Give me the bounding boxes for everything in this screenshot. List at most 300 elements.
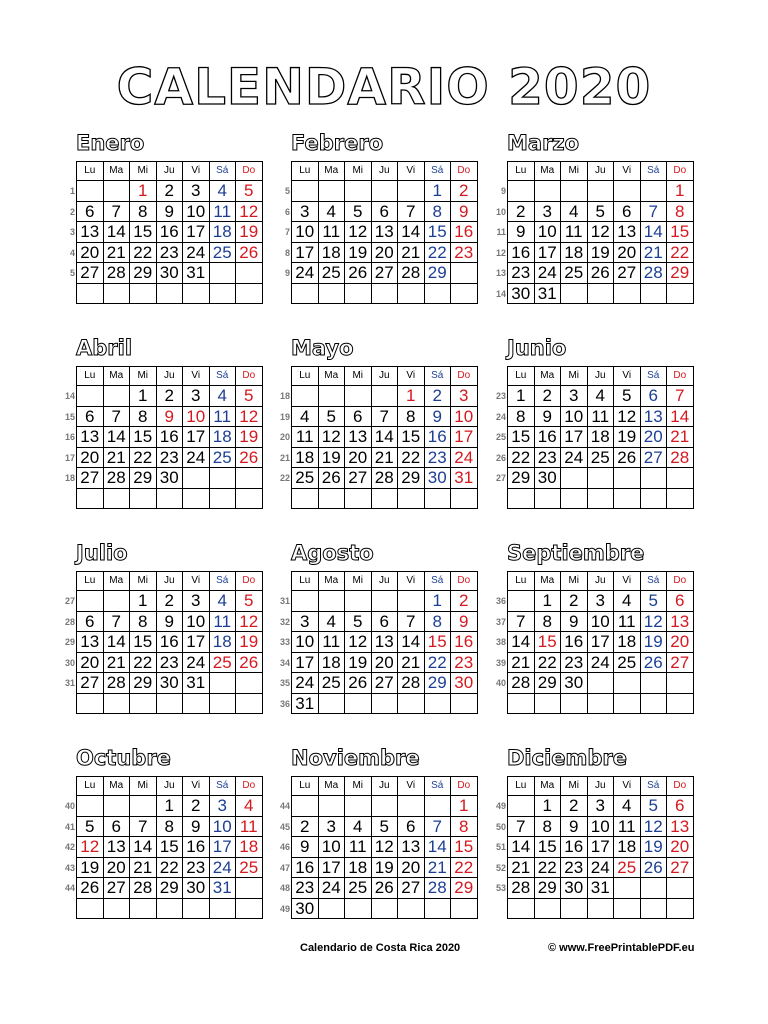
day-header: Ju xyxy=(587,367,614,386)
day-cell: 2 xyxy=(534,386,561,407)
day-cell: 19 xyxy=(371,857,398,878)
day-cell: 30 xyxy=(156,673,183,694)
week-row xyxy=(77,673,263,694)
day-header: Ju xyxy=(371,777,398,796)
day-cell: 15 xyxy=(424,632,451,653)
day-cell xyxy=(640,673,667,694)
month-grid xyxy=(291,366,478,509)
day-cell: 13 xyxy=(667,816,694,837)
day-cell xyxy=(614,283,641,304)
day-header: Lu xyxy=(77,367,104,386)
day-cell xyxy=(508,488,535,509)
day-cell: 6 xyxy=(667,796,694,817)
day-cell: 26 xyxy=(236,652,263,673)
day-cell: 17 xyxy=(183,222,210,243)
day-cell xyxy=(236,673,263,694)
day-cell: 15 xyxy=(451,837,478,858)
day-cell: 13 xyxy=(614,222,641,243)
day-cell: 10 xyxy=(534,222,561,243)
day-cell: 26 xyxy=(236,242,263,263)
day-cell: 14 xyxy=(424,837,451,858)
day-header: Do xyxy=(236,162,263,181)
week-number: 41 xyxy=(64,821,75,832)
day-cell: 21 xyxy=(103,447,130,468)
day-header: Mi xyxy=(130,162,157,181)
day-cell xyxy=(561,488,588,509)
week-numbers xyxy=(62,181,75,284)
day-cell xyxy=(587,283,614,304)
day-header: Vi xyxy=(614,367,641,386)
day-header: Vi xyxy=(183,162,210,181)
day-header: Mi xyxy=(130,572,157,591)
day-cell xyxy=(667,693,694,714)
day-cell: 25 xyxy=(209,652,236,673)
day-cell xyxy=(77,488,104,509)
day-cell: 4 xyxy=(345,816,372,837)
week-numbers xyxy=(493,591,506,694)
week-row xyxy=(77,878,263,899)
day-cell: 29 xyxy=(508,468,535,489)
day-cell: 6 xyxy=(77,406,104,427)
day-cell: 25 xyxy=(209,242,236,263)
week-number: 24 xyxy=(495,411,506,422)
day-cell xyxy=(451,898,478,919)
week-row xyxy=(508,816,694,837)
day-cell: 13 xyxy=(103,837,130,858)
day-cell xyxy=(345,898,372,919)
day-cell: 13 xyxy=(345,427,372,448)
day-cell: 3 xyxy=(318,816,345,837)
day-header: Ju xyxy=(371,162,398,181)
day-header: Mi xyxy=(130,367,157,386)
day-cell: 14 xyxy=(371,427,398,448)
week-numbers xyxy=(277,386,290,489)
day-cell: 2 xyxy=(561,796,588,817)
week-numbers xyxy=(62,591,75,694)
day-cell: 18 xyxy=(318,652,345,673)
day-cell: 15 xyxy=(534,837,561,858)
day-cell: 28 xyxy=(667,447,694,468)
day-cell: 5 xyxy=(236,386,263,407)
day-cell xyxy=(398,898,425,919)
day-cell: 8 xyxy=(130,406,157,427)
day-cell: 17 xyxy=(209,837,236,858)
day-cell: 12 xyxy=(345,632,372,653)
day-cell: 24 xyxy=(587,857,614,878)
week-number: 17 xyxy=(64,452,75,463)
day-cell: 15 xyxy=(424,222,451,243)
day-cell: 31 xyxy=(183,673,210,694)
day-cell: 18 xyxy=(587,427,614,448)
day-cell xyxy=(587,673,614,694)
week-row xyxy=(508,878,694,899)
day-cell: 10 xyxy=(587,816,614,837)
week-row xyxy=(77,181,263,202)
day-cell: 2 xyxy=(451,591,478,612)
day-header: Vi xyxy=(614,162,641,181)
day-cell: 28 xyxy=(103,673,130,694)
week-number: 5 xyxy=(69,268,75,278)
week-row xyxy=(292,652,478,673)
day-cell: 10 xyxy=(209,816,236,837)
day-cell: 17 xyxy=(587,632,614,653)
day-cell: 11 xyxy=(587,406,614,427)
day-cell: 5 xyxy=(345,611,372,632)
day-header: Sá xyxy=(640,777,667,796)
week-number: 44 xyxy=(279,801,290,811)
week-number: 43 xyxy=(64,862,75,873)
week-row xyxy=(508,632,694,653)
day-cell xyxy=(236,468,263,489)
week-number: 50 xyxy=(495,821,506,832)
day-cell: 6 xyxy=(345,406,372,427)
day-cell xyxy=(236,693,263,714)
day-cell xyxy=(103,283,130,304)
day-cell xyxy=(614,693,641,714)
week-row xyxy=(77,242,263,263)
day-cell: 27 xyxy=(667,857,694,878)
day-cell: 27 xyxy=(77,468,104,489)
day-cell: 21 xyxy=(398,242,425,263)
day-cell: 20 xyxy=(640,427,667,448)
week-row xyxy=(292,837,478,858)
month-grid xyxy=(76,776,263,919)
day-cell xyxy=(183,693,210,714)
day-cell: 21 xyxy=(667,427,694,448)
day-cell: 3 xyxy=(587,591,614,612)
day-cell: 12 xyxy=(640,611,667,632)
day-cell: 4 xyxy=(236,796,263,817)
day-cell: 21 xyxy=(103,242,130,263)
day-cell: 13 xyxy=(371,222,398,243)
day-cell: 23 xyxy=(156,652,183,673)
week-row xyxy=(77,427,263,448)
day-cell: 19 xyxy=(236,427,263,448)
day-cell: 21 xyxy=(398,652,425,673)
day-cell: 30 xyxy=(183,878,210,899)
week-row xyxy=(292,878,478,899)
day-cell: 29 xyxy=(667,263,694,284)
day-cell: 1 xyxy=(508,386,535,407)
day-cell: 18 xyxy=(209,427,236,448)
day-cell xyxy=(451,283,478,304)
week-row xyxy=(292,693,478,714)
day-cell xyxy=(292,488,319,509)
day-cell: 20 xyxy=(398,857,425,878)
day-header: Mi xyxy=(561,572,588,591)
month-name: Octubre xyxy=(76,746,171,770)
day-cell: 3 xyxy=(587,796,614,817)
day-cell: 22 xyxy=(534,857,561,878)
day-cell: 20 xyxy=(371,652,398,673)
day-cell: 14 xyxy=(640,222,667,243)
day-header: Mi xyxy=(561,777,588,796)
day-cell: 26 xyxy=(371,878,398,899)
day-cell: 26 xyxy=(318,468,345,489)
day-cell: 25 xyxy=(561,263,588,284)
day-cell: 27 xyxy=(398,878,425,899)
day-header: Sá xyxy=(640,367,667,386)
week-number: 42 xyxy=(64,842,75,852)
day-cell: 27 xyxy=(77,263,104,284)
day-cell xyxy=(398,181,425,202)
day-cell xyxy=(371,796,398,817)
month-grid xyxy=(76,366,263,509)
month-grid xyxy=(507,571,694,714)
day-cell: 18 xyxy=(318,242,345,263)
day-cell: 30 xyxy=(156,263,183,284)
month-name: Marzo xyxy=(507,131,580,155)
day-cell xyxy=(77,796,104,817)
day-cell: 1 xyxy=(130,591,157,612)
page-title: CALENDARIO 2020 xyxy=(116,58,652,116)
day-cell: 21 xyxy=(508,857,535,878)
day-cell: 20 xyxy=(103,857,130,878)
day-cell xyxy=(424,693,451,714)
day-cell: 22 xyxy=(156,857,183,878)
day-cell: 9 xyxy=(156,406,183,427)
day-cell: 28 xyxy=(398,263,425,284)
day-cell xyxy=(77,591,104,612)
day-cell: 1 xyxy=(424,591,451,612)
day-cell: 14 xyxy=(508,632,535,653)
day-cell: 16 xyxy=(451,632,478,653)
day-cell xyxy=(77,693,104,714)
day-cell: 13 xyxy=(640,406,667,427)
week-number: 4 xyxy=(69,247,75,258)
day-cell: 16 xyxy=(183,837,210,858)
day-cell: 12 xyxy=(318,427,345,448)
day-header: Mi xyxy=(345,572,372,591)
day-cell: 17 xyxy=(318,857,345,878)
week-row xyxy=(508,242,694,263)
day-cell: 23 xyxy=(534,447,561,468)
week-number: 49 xyxy=(495,801,506,811)
day-header: Ju xyxy=(587,777,614,796)
day-cell: 13 xyxy=(77,427,104,448)
week-number: 14 xyxy=(64,391,75,401)
day-cell: 14 xyxy=(398,632,425,653)
day-cell: 25 xyxy=(345,878,372,899)
day-header: Mi xyxy=(561,162,588,181)
day-cell: 15 xyxy=(130,632,157,653)
week-number: 37 xyxy=(495,616,506,627)
day-cell: 7 xyxy=(508,816,535,837)
day-cell: 14 xyxy=(398,222,425,243)
week-row xyxy=(508,406,694,427)
day-header: Lu xyxy=(508,367,535,386)
day-cell xyxy=(236,263,263,284)
day-cell: 16 xyxy=(424,427,451,448)
footer-copyright: © www.FreePrintablePDF.eu xyxy=(548,942,695,954)
day-cell: 7 xyxy=(398,201,425,222)
day-cell: 14 xyxy=(508,837,535,858)
month-noviembre xyxy=(277,746,497,936)
day-cell xyxy=(534,898,561,919)
day-cell: 30 xyxy=(424,468,451,489)
day-cell: 16 xyxy=(534,427,561,448)
day-cell: 18 xyxy=(209,222,236,243)
day-cell: 3 xyxy=(183,386,210,407)
day-cell: 31 xyxy=(292,693,319,714)
day-cell: 15 xyxy=(130,222,157,243)
day-header: Mi xyxy=(345,777,372,796)
day-cell: 11 xyxy=(209,611,236,632)
week-number: 5 xyxy=(284,186,290,196)
day-cell: 29 xyxy=(130,673,157,694)
week-row xyxy=(77,488,263,509)
day-cell: 9 xyxy=(292,837,319,858)
day-cell xyxy=(667,878,694,899)
week-number: 47 xyxy=(279,862,290,873)
week-number: 28 xyxy=(64,616,75,627)
day-header: Lu xyxy=(508,777,535,796)
day-cell: 14 xyxy=(130,837,157,858)
week-number: 52 xyxy=(495,862,506,873)
month-name: Mayo xyxy=(291,336,354,360)
day-cell xyxy=(130,488,157,509)
day-cell: 24 xyxy=(292,673,319,694)
day-cell: 5 xyxy=(587,201,614,222)
day-cell: 20 xyxy=(371,242,398,263)
day-cell: 23 xyxy=(156,447,183,468)
day-cell: 13 xyxy=(398,837,425,858)
day-cell xyxy=(345,283,372,304)
week-number: 3 xyxy=(69,227,75,237)
day-cell: 4 xyxy=(561,201,588,222)
day-cell: 31 xyxy=(534,283,561,304)
day-cell xyxy=(209,263,236,284)
month-mayo xyxy=(277,336,497,526)
day-cell: 23 xyxy=(156,242,183,263)
month-name: Julio xyxy=(76,541,128,565)
week-number: 34 xyxy=(279,657,290,668)
week-row xyxy=(292,611,478,632)
month-julio xyxy=(62,541,282,731)
day-cell: 5 xyxy=(640,796,667,817)
month-grid xyxy=(291,161,478,304)
day-cell: 23 xyxy=(561,652,588,673)
day-cell: 11 xyxy=(345,837,372,858)
day-cell: 12 xyxy=(236,201,263,222)
day-cell xyxy=(451,263,478,284)
day-header: Do xyxy=(667,367,694,386)
day-header: Do xyxy=(451,572,478,591)
day-cell xyxy=(130,283,157,304)
day-cell: 10 xyxy=(451,406,478,427)
day-cell xyxy=(371,591,398,612)
month-septiembre xyxy=(493,541,713,731)
day-cell xyxy=(318,488,345,509)
day-cell: 12 xyxy=(345,222,372,243)
day-header: Ma xyxy=(103,367,130,386)
day-cell: 1 xyxy=(451,796,478,817)
day-cell: 15 xyxy=(156,837,183,858)
day-cell: 1 xyxy=(156,796,183,817)
day-header: Sá xyxy=(640,572,667,591)
day-cell xyxy=(451,693,478,714)
week-number: 35 xyxy=(279,678,290,688)
day-cell xyxy=(103,693,130,714)
week-row xyxy=(292,201,478,222)
day-cell: 20 xyxy=(345,447,372,468)
month-name: Diciembre xyxy=(507,746,628,770)
day-cell: 24 xyxy=(292,263,319,284)
week-row xyxy=(508,837,694,858)
week-numbers xyxy=(62,386,75,489)
day-header: Lu xyxy=(292,367,319,386)
week-row xyxy=(292,796,478,817)
week-row xyxy=(508,673,694,694)
day-cell: 27 xyxy=(640,447,667,468)
week-number: 7 xyxy=(284,227,290,237)
day-cell: 9 xyxy=(451,611,478,632)
week-row xyxy=(77,283,263,304)
day-cell: 30 xyxy=(561,673,588,694)
week-number: 16 xyxy=(64,432,75,442)
day-cell: 16 xyxy=(156,222,183,243)
week-numbers xyxy=(277,796,290,919)
day-header: Do xyxy=(236,572,263,591)
week-row xyxy=(508,263,694,284)
day-cell: 7 xyxy=(130,816,157,837)
month-febrero xyxy=(277,131,497,321)
day-cell xyxy=(236,898,263,919)
day-cell: 29 xyxy=(424,263,451,284)
day-cell xyxy=(640,878,667,899)
day-cell xyxy=(183,468,210,489)
week-row xyxy=(292,427,478,448)
day-cell xyxy=(209,673,236,694)
week-number: 30 xyxy=(64,657,75,668)
month-name: Febrero xyxy=(291,131,384,155)
day-cell: 7 xyxy=(424,816,451,837)
day-cell: 10 xyxy=(292,632,319,653)
day-header: Vi xyxy=(398,367,425,386)
week-number: 18 xyxy=(279,391,290,401)
day-cell: 28 xyxy=(508,673,535,694)
week-number: 31 xyxy=(64,678,75,688)
week-row xyxy=(77,796,263,817)
day-cell: 1 xyxy=(534,591,561,612)
day-cell xyxy=(508,591,535,612)
day-cell: 25 xyxy=(209,447,236,468)
week-row xyxy=(508,386,694,407)
week-row xyxy=(508,222,694,243)
day-cell xyxy=(77,283,104,304)
day-cell: 10 xyxy=(292,222,319,243)
day-cell: 9 xyxy=(534,406,561,427)
day-cell: 13 xyxy=(371,632,398,653)
day-cell: 19 xyxy=(614,427,641,448)
day-cell: 21 xyxy=(130,857,157,878)
week-number: 23 xyxy=(495,391,506,401)
day-cell: 4 xyxy=(292,406,319,427)
day-cell xyxy=(371,283,398,304)
day-cell xyxy=(398,693,425,714)
day-cell xyxy=(587,181,614,202)
day-cell xyxy=(398,796,425,817)
day-cell xyxy=(183,488,210,509)
day-cell: 22 xyxy=(130,652,157,673)
day-cell: 22 xyxy=(534,652,561,673)
day-cell: 7 xyxy=(640,201,667,222)
day-cell: 22 xyxy=(508,447,535,468)
day-header: Sá xyxy=(209,367,236,386)
day-header: Sá xyxy=(209,777,236,796)
day-cell: 6 xyxy=(640,386,667,407)
day-cell: 24 xyxy=(534,263,561,284)
